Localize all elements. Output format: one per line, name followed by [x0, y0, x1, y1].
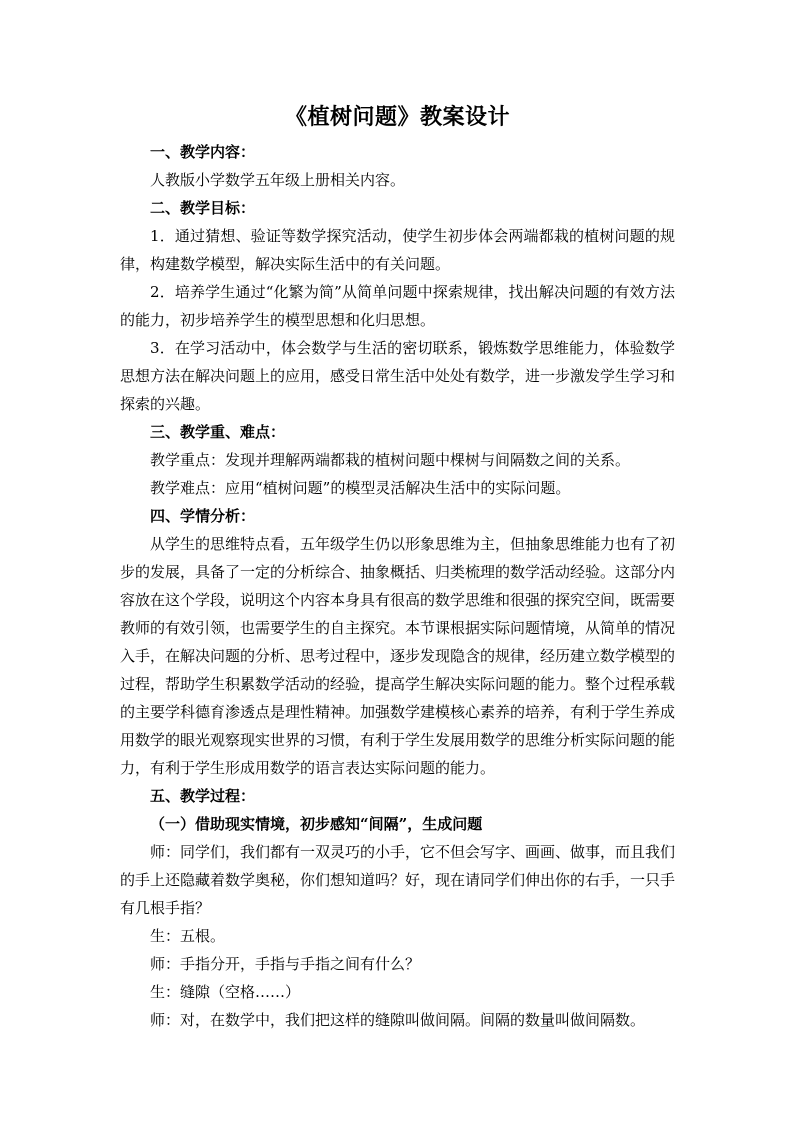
section-heading-analysis: 四、学情分析： — [150, 507, 256, 525]
section-heading-content: 一、教学内容： — [150, 143, 256, 161]
section-heading-goals: 二、教学目标： — [150, 199, 256, 217]
analysis-text: 从学生的思维特点看，五年级学生仍以形象思维为主，但抽象思维能力也有了初步的发展，具备了一定的分析综合、抽象概括、归类梳理的数学活动经验。这部分内容放在这个学段，说明这个内容本身具有很高的数学思维和很强的探究空间，既需要教师的有效引领，也需要学生的自主探究。本节课根据实际问题情境，从简单的情况入手，在解决问题的分析、思考过程中，逐步发现隐含的规律，经历建立数学模型的过程，帮助学生积累数学活动的经验，提高学生解决实际问题的能力。整个过程承载的主要学科德育渗透点是理性精神。加强数学建模核心素养的培养，有利于学生养成用数学的眼光观察现实世界的习惯，有利于学生发展用数学的思维分析实际问题的能力，有利于学生形成用数学的语言表达实际问题的能力。 — [120, 535, 676, 777]
dialog-line: 师：手指分开，手指与手指之间有什么？ — [150, 955, 421, 973]
difficulty-text: 教学难点：应用“植树问题”的模型灵活解决生活中的实际问题。 — [150, 479, 571, 497]
dialog-line: 师：对，在数学中，我们把这样的缝隙叫做间隔。间隔的数量叫做间隔数。 — [150, 1011, 646, 1029]
subsection-heading-1: （一）借助现实情境，初步感知“间隔”，生成问题 — [150, 815, 483, 833]
dialog-line: 生：五根。 — [150, 927, 226, 945]
section-heading-key-points: 三、教学重、难点： — [150, 423, 286, 441]
section-heading-process: 五、教学过程： — [150, 787, 256, 805]
content-text: 人教版小学数学五年级上册相关内容。 — [150, 171, 406, 189]
goal-item-3: 3．在学习活动中，体会数学与生活的密切联系，锻炼数学思维能力，体验数学思想方法在解决问题上的应用，感受日常生活中处处有数学，进一步激发学生学习和探索的兴趣。 — [120, 339, 676, 413]
key-point-text: 教学重点：发现并理解两端都栽的植树问题中棵树与间隔数之间的关系。 — [150, 451, 631, 469]
goal-item-1: 1．通过猜想、验证等数学探究活动，使学生初步体会两端都栽的植树问题的规律，构建数学模型，解决实际生活中的有关问题。 — [120, 227, 675, 273]
document-title: 《植树问题》教案设计 — [284, 104, 510, 130]
document-page — [120, 100, 675, 1034]
dialog-line: 师：同学们，我们都有一双灵巧的小手，它不但会写字、画画、做事，而且我们的手上还隐藏着数学奥秘，你们想知道吗？好，现在请同学们伸出你的右手，一只手有几根手指？ — [120, 843, 676, 917]
goal-item-2: 2．培养学生通过“化繁为简”从简单问题中探索规律，找出解决问题的有效方法的能力，初步培养学生的模型思想和化归思想。 — [120, 283, 675, 329]
dialog-line: 生：缝隙（空格……） — [150, 983, 301, 1001]
